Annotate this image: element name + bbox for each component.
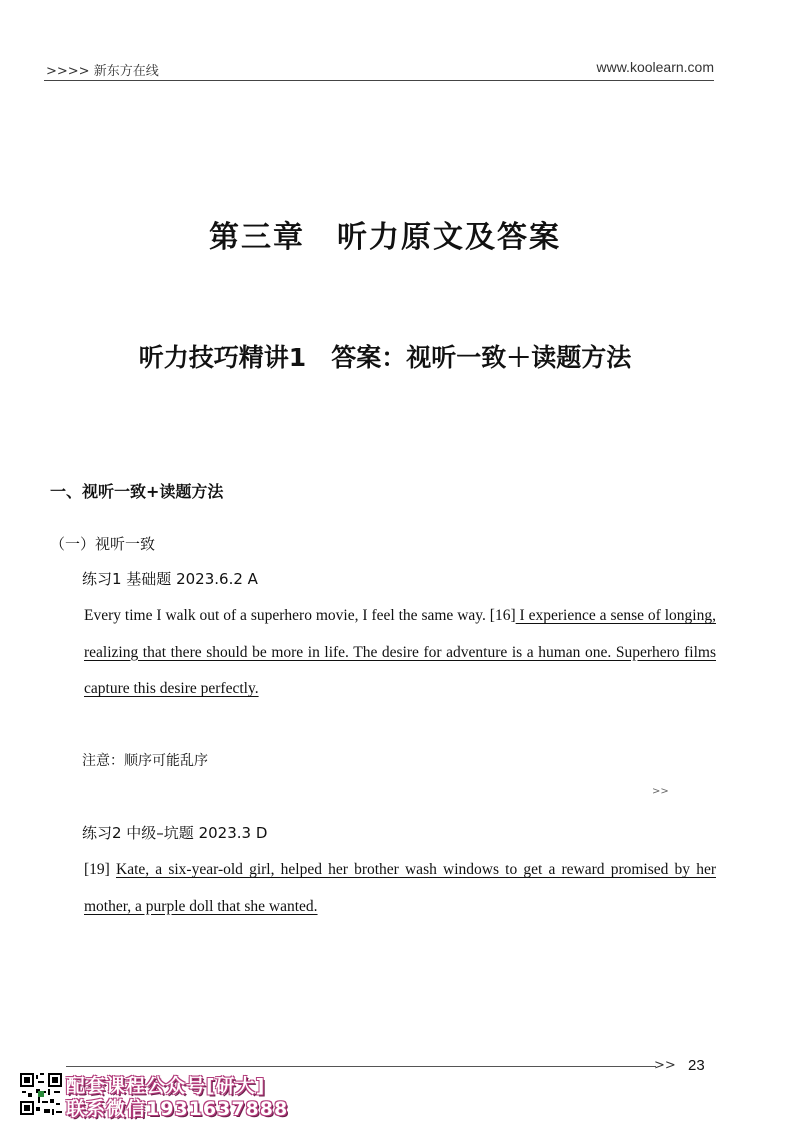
footer-divider — [66, 1066, 656, 1067]
footer-arrows: >> — [654, 1058, 676, 1073]
section-title: 听力技巧精讲1 答案：视听一致＋读题方法 — [138, 343, 632, 372]
exercise-1-heading: 练习1 基础题 2023.6.2 A — [82, 570, 258, 588]
note-text: 注意：顺序可能乱序 — [82, 753, 208, 769]
page-number: 23 — [688, 1057, 705, 1074]
exercise-2-heading: 练习2 中级–坑题 2023.3 D — [82, 824, 268, 842]
exercise-1-underlined-text: I experience a sense of longing, realizing that there should be more in life. The desire for adventure is a human one. Superhero films capture this desire perfectly. — [84, 607, 716, 697]
header-website: www.koolearn.com — [596, 59, 714, 75]
exercise-1-plain-text: Every time I walk out of a superhero movie, I feel the same way. [16] — [84, 607, 516, 624]
header-brand: >>>> 新东方在线 — [46, 64, 159, 79]
qr-code-icon — [20, 1072, 62, 1116]
promo-line-1: 配套课程公众号[研大] — [66, 1075, 266, 1097]
exercise-2-underlined-text: Kate, a six-year-old girl, helped her brother wash windows to get a reward promised by her mother, a purple doll that she wanted. — [84, 861, 716, 915]
exercise-2-plain-text: [19] — [84, 861, 116, 878]
heading-level-2: （一）视听一致 — [50, 535, 156, 553]
promo-line-2: 联系微信1931637888 — [66, 1098, 289, 1120]
corner-mark: >> — [652, 786, 669, 797]
exercise-2-text — [84, 852, 716, 925]
chapter-title: 第三章 听力原文及答案 — [209, 220, 561, 255]
exercise-1-text — [84, 598, 716, 708]
header-divider — [44, 80, 714, 81]
heading-level-1: 一、视听一致+读题方法 — [50, 482, 224, 501]
